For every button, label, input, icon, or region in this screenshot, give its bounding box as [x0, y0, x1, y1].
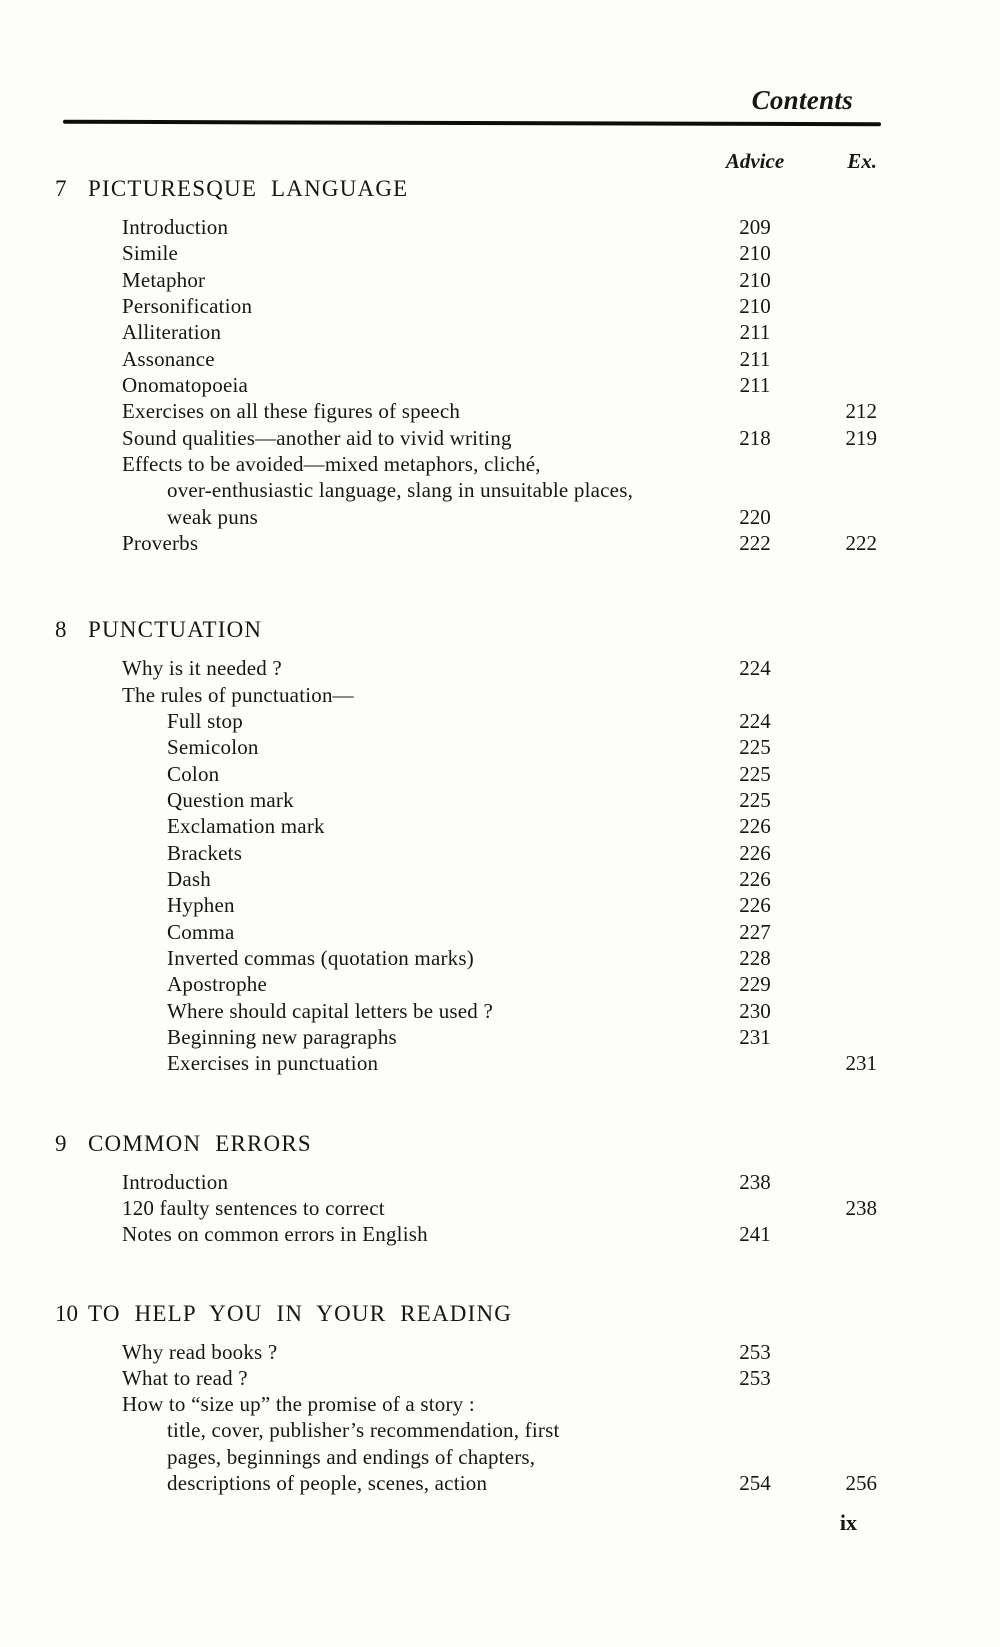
toc-row — [55, 1195, 885, 1221]
exercise-page-number — [795, 761, 885, 787]
exercise-page-number — [795, 813, 885, 839]
toc-row — [55, 1169, 885, 1195]
advice-page-number: 224 — [739, 708, 771, 733]
toc-section — [55, 618, 885, 1076]
exercise-page-number — [795, 971, 885, 997]
entry-text: What to read ? — [122, 1365, 248, 1390]
entry-text: Simile — [122, 241, 179, 266]
section-heading — [55, 618, 885, 642]
toc-row — [55, 971, 885, 997]
entry-text: Metaphor — [122, 267, 206, 292]
toc-content — [55, 0, 885, 1535]
advice-page-number: 210 — [739, 267, 771, 292]
header-rule — [63, 120, 881, 127]
exercise-page-number — [795, 1391, 885, 1417]
section-number: 7 — [55, 176, 67, 201]
entry-text: Exercises in punctuation — [167, 1051, 379, 1076]
advice-page-number: 253 — [739, 1365, 771, 1390]
toc-row — [55, 214, 885, 240]
section-title: PICTURESQUE LANGUAGE — [88, 176, 409, 201]
toc-row — [55, 840, 885, 866]
toc-row — [55, 398, 885, 424]
exercise-page-number — [795, 998, 885, 1024]
toc-section — [55, 1302, 885, 1497]
advice-page-number: 211 — [739, 320, 771, 345]
exercise-page-number — [795, 319, 885, 345]
entry-text: Where should capital letters be used ? — [167, 998, 493, 1023]
page-number: ix — [839, 1510, 857, 1536]
toc-row — [55, 477, 885, 503]
entry-text: Inverted commas (quotation marks) — [167, 945, 474, 970]
toc-row — [55, 1221, 885, 1247]
advice-page-number — [715, 477, 795, 503]
entry-text: over-enthusiastic language, slang in unsuitable places, — [167, 478, 634, 503]
advice-page-number: 226 — [739, 866, 771, 891]
exercise-page-number — [795, 787, 885, 813]
column-header-advice: Advice — [725, 149, 785, 173]
entry-text: Proverbs — [122, 530, 199, 555]
toc-section — [55, 1132, 885, 1248]
exercise-page-number — [795, 346, 885, 372]
exercise-page-number — [795, 1169, 885, 1195]
exercise-page-number — [795, 734, 885, 760]
exercise-page-number: 231 — [845, 1051, 877, 1076]
toc-row — [55, 787, 885, 813]
entry-text: Colon — [167, 761, 220, 786]
toc-row — [55, 945, 885, 971]
advice-page-number: 211 — [739, 372, 771, 397]
section-heading — [55, 177, 885, 201]
exercise-page-number — [795, 267, 885, 293]
entry-text: 120 faulty sentences to correct — [122, 1195, 385, 1220]
advice-page-number: 229 — [739, 972, 771, 997]
advice-page-number — [715, 1195, 795, 1221]
exercise-page-number: 219 — [845, 425, 877, 450]
toc-row — [55, 346, 885, 372]
toc-row — [55, 451, 885, 477]
advice-page-number: 209 — [739, 215, 771, 239]
entry-text: Full stop — [167, 708, 243, 733]
advice-page-number — [715, 682, 795, 708]
toc-row — [55, 425, 885, 451]
toc-row — [55, 319, 885, 345]
exercise-page-number — [795, 1365, 885, 1391]
column-header-ex: Ex. — [847, 149, 877, 173]
column-header-spacer — [55, 149, 715, 173]
toc-row — [55, 1417, 885, 1443]
advice-page-number — [715, 1391, 795, 1417]
exercise-page-number — [795, 477, 885, 503]
entry-text: Why is it needed ? — [122, 656, 282, 681]
toc-row — [55, 655, 885, 681]
entry-text: Hyphen — [167, 893, 235, 918]
advice-page-number: 238 — [739, 1169, 771, 1194]
advice-page-number: 254 — [739, 1471, 771, 1496]
exercise-page-number — [795, 1417, 885, 1443]
exercise-page-number — [795, 655, 885, 681]
entry-text: weak puns — [167, 504, 259, 529]
advice-page-number: 210 — [739, 241, 771, 266]
advice-page-number: 220 — [739, 504, 771, 529]
advice-page-number: 225 — [739, 735, 771, 760]
advice-page-number — [715, 398, 795, 424]
advice-page-number: 226 — [739, 840, 771, 865]
entry-text: title, cover, publisher’s recommendation, first — [167, 1418, 560, 1443]
entry-text: pages, beginnings and endings of chapters, — [167, 1444, 536, 1469]
exercise-page-number — [795, 919, 885, 945]
entry-text: Assonance — [122, 346, 215, 371]
entry-text: Semicolon — [167, 735, 259, 760]
toc-row — [55, 682, 885, 708]
advice-page-number: 210 — [739, 293, 771, 318]
entry-text: Sound qualities—another aid to vivid writing — [122, 425, 512, 450]
section-number: 9 — [55, 1130, 67, 1156]
advice-page-number: 230 — [739, 998, 771, 1023]
toc-row — [55, 293, 885, 319]
entry-text: Introduction — [122, 215, 229, 239]
advice-page-number: 224 — [739, 656, 771, 681]
entry-text: Onomatopoeia — [122, 372, 249, 397]
running-header: Contents — [751, 85, 853, 115]
entry-text: Exclamation mark — [167, 814, 325, 839]
toc-sections — [55, 177, 885, 1496]
advice-page-number — [715, 1444, 795, 1470]
section-number: 8 — [55, 617, 67, 643]
exercise-page-number — [795, 1444, 885, 1470]
column-headers — [55, 149, 885, 173]
toc-row — [55, 372, 885, 398]
toc-row — [55, 892, 885, 918]
exercise-page-number — [795, 1339, 885, 1365]
toc-row — [55, 813, 885, 839]
exercise-page-number — [795, 240, 885, 266]
entry-text: Comma — [167, 919, 235, 944]
exercise-page-number — [795, 504, 885, 530]
toc-row — [55, 1470, 885, 1496]
advice-page-number — [715, 1417, 795, 1443]
entry-text: Apostrophe — [167, 972, 267, 997]
exercise-page-number — [795, 945, 885, 971]
toc-row — [55, 1339, 885, 1365]
advice-page-number: 226 — [739, 893, 771, 918]
section-title: TO HELP YOU IN YOUR READING — [88, 1300, 513, 1326]
advice-page-number — [715, 1050, 795, 1076]
toc-row — [55, 267, 885, 293]
entry-text: Alliteration — [122, 320, 222, 345]
exercise-page-number — [795, 1221, 885, 1247]
section-title: COMMON ERRORS — [88, 1130, 312, 1156]
exercise-page-number — [795, 293, 885, 319]
entry-text: Notes on common errors in English — [122, 1222, 428, 1247]
advice-page-number: 222 — [739, 530, 771, 555]
exercise-page-number: 222 — [845, 530, 877, 555]
toc-row — [55, 919, 885, 945]
advice-page-number: 211 — [739, 346, 771, 371]
toc-row — [55, 530, 885, 556]
toc-row — [55, 866, 885, 892]
exercise-page-number — [795, 840, 885, 866]
advice-page-number: 225 — [739, 787, 771, 812]
exercise-page-number: 238 — [845, 1195, 877, 1220]
exercise-page-number — [795, 372, 885, 398]
exercise-page-number — [795, 708, 885, 734]
entry-text: Introduction — [122, 1169, 229, 1194]
exercise-page-number — [795, 892, 885, 918]
advice-page-number: 226 — [739, 814, 771, 839]
advice-page-number: 218 — [739, 425, 771, 450]
advice-page-number: 228 — [739, 945, 771, 970]
exercise-page-number — [795, 1024, 885, 1050]
toc-row — [55, 1050, 885, 1076]
toc-row — [55, 504, 885, 530]
exercise-page-number — [795, 682, 885, 708]
advice-page-number — [715, 451, 795, 477]
entry-text: Personification — [122, 293, 253, 318]
section-number: 10 — [55, 1300, 78, 1326]
toc-row — [55, 1391, 885, 1417]
entry-text: Effects to be avoided—mixed metaphors, cliché, — [122, 451, 541, 476]
entry-text: descriptions of people, scenes, action — [167, 1471, 488, 1496]
exercise-page-number — [795, 866, 885, 892]
exercise-page-number — [795, 214, 885, 240]
toc-section — [55, 177, 885, 556]
toc-row — [55, 1444, 885, 1470]
entry-text: Dash — [167, 866, 211, 891]
entry-text: Why read books ? — [122, 1339, 278, 1364]
toc-row — [55, 1024, 885, 1050]
toc-row — [55, 240, 885, 266]
entry-text: Exercises on all these figures of speech — [122, 399, 461, 424]
toc-row — [55, 734, 885, 760]
exercise-page-number — [795, 451, 885, 477]
advice-page-number: 231 — [739, 1024, 771, 1049]
entry-text: Question mark — [167, 787, 294, 812]
advice-page-number: 241 — [739, 1222, 771, 1247]
toc-row — [55, 708, 885, 734]
exercise-page-number: 212 — [845, 399, 877, 424]
entry-text: Brackets — [167, 840, 243, 865]
advice-page-number: 225 — [739, 761, 771, 786]
toc-row — [55, 761, 885, 787]
section-heading — [55, 1132, 885, 1156]
toc-row — [55, 998, 885, 1024]
exercise-page-number: 256 — [845, 1471, 877, 1496]
advice-page-number: 227 — [739, 919, 771, 944]
entry-text: Beginning new paragraphs — [167, 1024, 397, 1049]
section-heading — [55, 1302, 885, 1326]
entry-text: How to “size up” the promise of a story : — [122, 1392, 475, 1417]
entry-text: The rules of punctuation— — [122, 682, 354, 707]
advice-page-number: 253 — [739, 1339, 771, 1364]
section-title: PUNCTUATION — [88, 617, 263, 643]
toc-row — [55, 1365, 885, 1391]
